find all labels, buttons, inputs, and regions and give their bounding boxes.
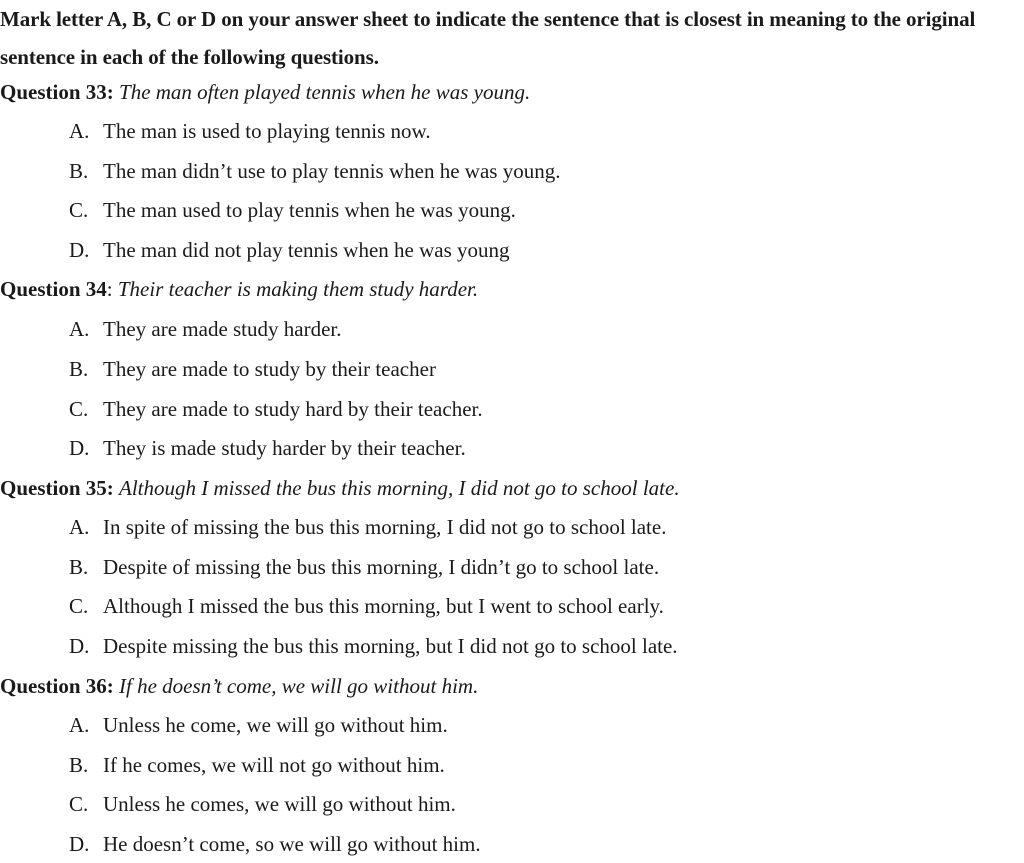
question-label: Question 35: bbox=[0, 476, 114, 500]
option-text: Unless he come, we will go without him. bbox=[103, 713, 448, 737]
option-q35-d[interactable] bbox=[69, 633, 678, 659]
question-36 bbox=[0, 673, 478, 699]
option-text: They are made to study by their teacher bbox=[103, 357, 436, 381]
option-text: They are made to study hard by their teacher. bbox=[103, 397, 483, 421]
option-letter: B. bbox=[69, 159, 89, 183]
option-letter: C. bbox=[69, 594, 89, 618]
option-q36-c[interactable] bbox=[69, 791, 456, 817]
question-label: Question 33: bbox=[0, 80, 114, 104]
option-text: Although I missed the bus this morning, but I went to school early. bbox=[103, 594, 664, 618]
question-35 bbox=[0, 475, 680, 501]
option-q33-a[interactable] bbox=[69, 118, 431, 144]
option-q36-a[interactable] bbox=[69, 712, 448, 738]
option-q35-a[interactable] bbox=[69, 514, 666, 540]
option-letter: A. bbox=[69, 317, 90, 341]
option-text: Unless he comes, we will go without him. bbox=[103, 792, 456, 816]
option-text: They are made study harder. bbox=[103, 317, 342, 341]
option-q34-d[interactable] bbox=[69, 435, 466, 461]
option-letter: B. bbox=[69, 357, 89, 381]
option-q34-b[interactable] bbox=[69, 356, 436, 382]
option-text: The man is used to playing tennis now. bbox=[103, 119, 431, 143]
option-text: The man didn’t use to play tennis when he was young. bbox=[103, 159, 561, 183]
option-q35-b[interactable] bbox=[69, 554, 659, 580]
option-text: The man did not play tennis when he was young bbox=[103, 238, 510, 262]
option-letter: C. bbox=[69, 792, 89, 816]
option-q34-c[interactable] bbox=[69, 396, 483, 422]
option-q36-b[interactable] bbox=[69, 752, 445, 778]
option-letter: D. bbox=[69, 832, 90, 856]
option-q33-c[interactable] bbox=[69, 197, 516, 223]
option-letter: D. bbox=[69, 238, 90, 262]
option-letter: A. bbox=[69, 713, 90, 737]
question-label: Question 36: bbox=[0, 674, 114, 698]
option-text: Despite missing the bus this morning, but I did not go to school late. bbox=[103, 634, 678, 658]
option-letter: D. bbox=[69, 634, 90, 658]
instruction-text: Mark letter A, B, C or D on your answer sheet to indicate the sentence that is closest in meaning to the original sentence in each of the following questions. bbox=[0, 7, 976, 69]
option-q36-d[interactable] bbox=[69, 831, 481, 857]
question-stem: Although I missed the bus this morning, I did not go to school late. bbox=[119, 476, 680, 500]
option-letter: C. bbox=[69, 198, 89, 222]
option-text: Despite of missing the bus this morning, I didn’t go to school late. bbox=[103, 555, 660, 579]
option-text: If he comes, we will not go without him. bbox=[103, 753, 445, 777]
option-q33-d[interactable] bbox=[69, 237, 510, 263]
option-letter: A. bbox=[69, 119, 90, 143]
question-label: Question 34 bbox=[0, 277, 107, 301]
option-letter: A. bbox=[69, 515, 90, 539]
option-letter: B. bbox=[69, 753, 89, 777]
option-q34-a[interactable] bbox=[69, 316, 342, 342]
question-34 bbox=[0, 276, 478, 302]
option-q35-c[interactable] bbox=[69, 593, 664, 619]
question-label-separator: : bbox=[106, 277, 113, 301]
option-letter: B. bbox=[69, 555, 89, 579]
option-text: In spite of missing the bus this morning, I did not go to school late. bbox=[103, 515, 667, 539]
option-text: They is made study harder by their teacher. bbox=[103, 436, 466, 460]
option-text: The man used to play tennis when he was young. bbox=[103, 198, 516, 222]
question-stem: The man often played tennis when he was young. bbox=[119, 80, 531, 104]
question-stem: If he doesn’t come, we will go without him. bbox=[119, 674, 479, 698]
option-text: He doesn’t come, so we will go without him. bbox=[103, 832, 481, 856]
question-33 bbox=[0, 79, 530, 105]
question-stem: Their teacher is making them study harder. bbox=[117, 277, 479, 301]
option-q33-b[interactable] bbox=[69, 158, 560, 184]
option-letter: C. bbox=[69, 397, 89, 421]
option-letter: D. bbox=[69, 436, 90, 460]
